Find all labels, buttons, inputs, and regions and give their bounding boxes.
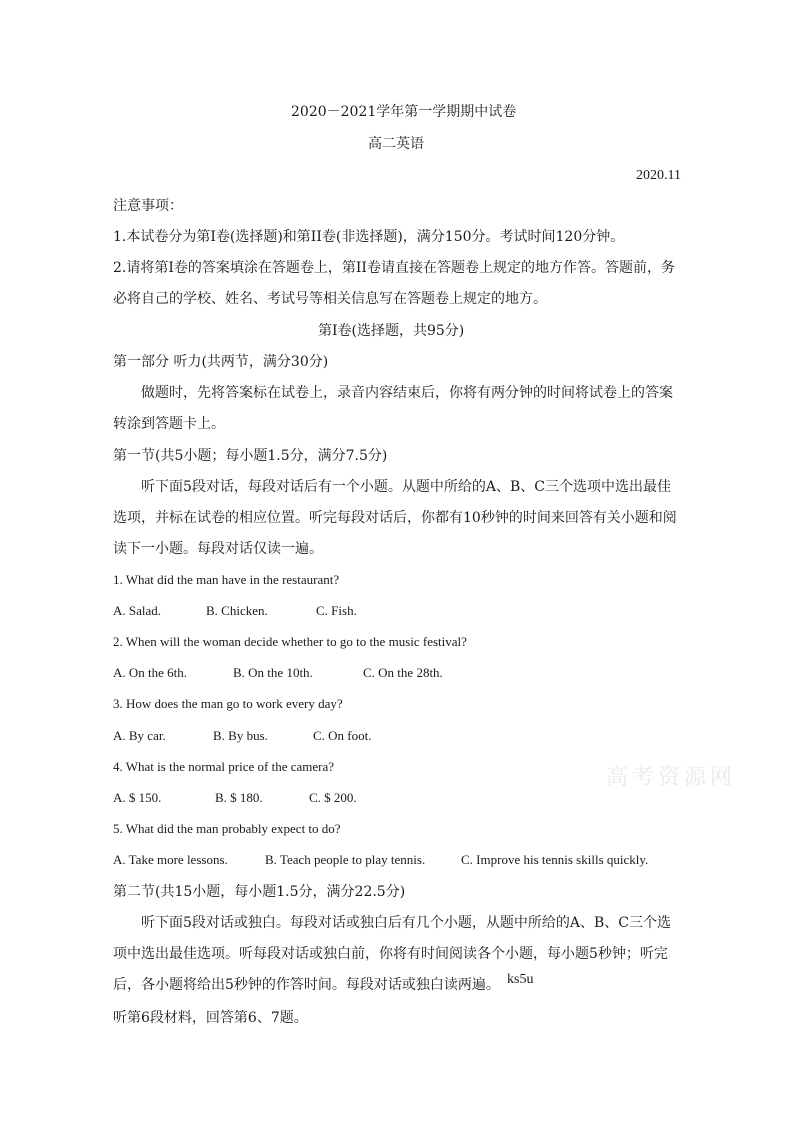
option-c: C. Improve his tennis skills quickly. [461,852,649,867]
question-3: 3. How does the man go to work every day? [113,696,343,711]
option-a: A. By car. [113,728,166,743]
option-a: A. Take more lessons. [113,852,228,867]
question-2: 2. When will the woman decide whether to go to the music festival? [113,634,467,649]
option-c: C. On foot. [313,728,372,743]
option-c: C. On the 28th. [363,665,443,680]
notice-item-1: 1.本试卷分为第I卷(选择题)和第II卷(非选择题)，满分150分。考试时间120分钟。 [113,229,625,245]
exam-title: 2020－2021学年第一学期期中试卷 [291,104,517,120]
volume1-title: 第I卷(选择题，共95分) [318,323,465,339]
section1-intro-line-1: 听下面5段对话，每段对话后有一个小题。从题中所给的A、B、C三个选项中选出最佳 [141,479,672,495]
part1-intro-line-1: 做题时，先将答案标在试卷上，录音内容结束后，你将有两分钟的时间将试卷上的答案 [141,385,673,401]
option-c: C. $ 200. [309,790,357,805]
option-b: B. On the 10th. [233,665,313,680]
option-a: A. Salad. [113,603,162,618]
question-5: 5. What did the man probably expect to do? [113,821,341,836]
notice-item-2-line-1: 2.请将第I卷的答案填涂在答题卷上，第II卷请直接在答题卷上规定的地方作答。答题前，务 [113,260,675,276]
notice-item-2-line-2: 必将自己的学校、姓名、考试号等相关信息写在答题卷上规定的地方。 [113,291,547,307]
section1-intro-line-2: 选项，并标在试卷的相应位置。听完每段对话后，你都有10秒钟的时间来回答有关小题和阅 [113,510,677,526]
material-6-instruction: 听第6段材料，回答第6、7题。 [113,1010,308,1026]
option-b: B. Chicken. [206,603,268,618]
part1-intro-line-2: 转涂到答题卡上。 [113,416,225,432]
exam-subject: 高二英语 [368,136,424,152]
notice-heading: 注意事项： [113,198,183,214]
question-1: 1. What did the man have in the restaurant? [113,572,340,587]
option-b: B. By bus. [213,728,268,743]
option-a: A. $ 150. [113,790,162,805]
option-b: B. $ 180. [215,790,263,805]
ks5u-mark: ks5u [507,972,534,987]
section2-intro-line-1: 听下面5段对话或独白。每段对话或独白后有几个小题，从题中所给的A、B、C三个选 [141,915,672,931]
part1-heading: 第一部分 听力(共两节，满分30分) [113,354,329,370]
exam-date: 2020.11 [636,168,681,183]
section2-intro-line-3: 后，各小题将给出5秒钟的作答时间。每段对话或独白读两遍。 [113,977,500,993]
question-4: 4. What is the normal price of the camera? [113,759,335,774]
option-b: B. Teach people to play tennis. [265,852,426,867]
option-a: A. On the 6th. [113,665,188,680]
section1-intro-line-3: 读下一小题。每段对话仅读一遍。 [113,541,323,557]
option-c: C. Fish. [316,603,357,618]
watermark: 高考资源网 [606,765,737,790]
section1-heading: 第一节(共5小题；每小题1.5分，满分7.5分) [113,448,388,464]
section2-heading: 第二节(共15小题，每小题1.5分，满分22.5分) [113,884,406,900]
section2-intro-line-2: 项中选出最佳选项。听每段对话或独白前，你将有时间阅读各个小题，每小题5秒钟；听完 [113,946,668,962]
